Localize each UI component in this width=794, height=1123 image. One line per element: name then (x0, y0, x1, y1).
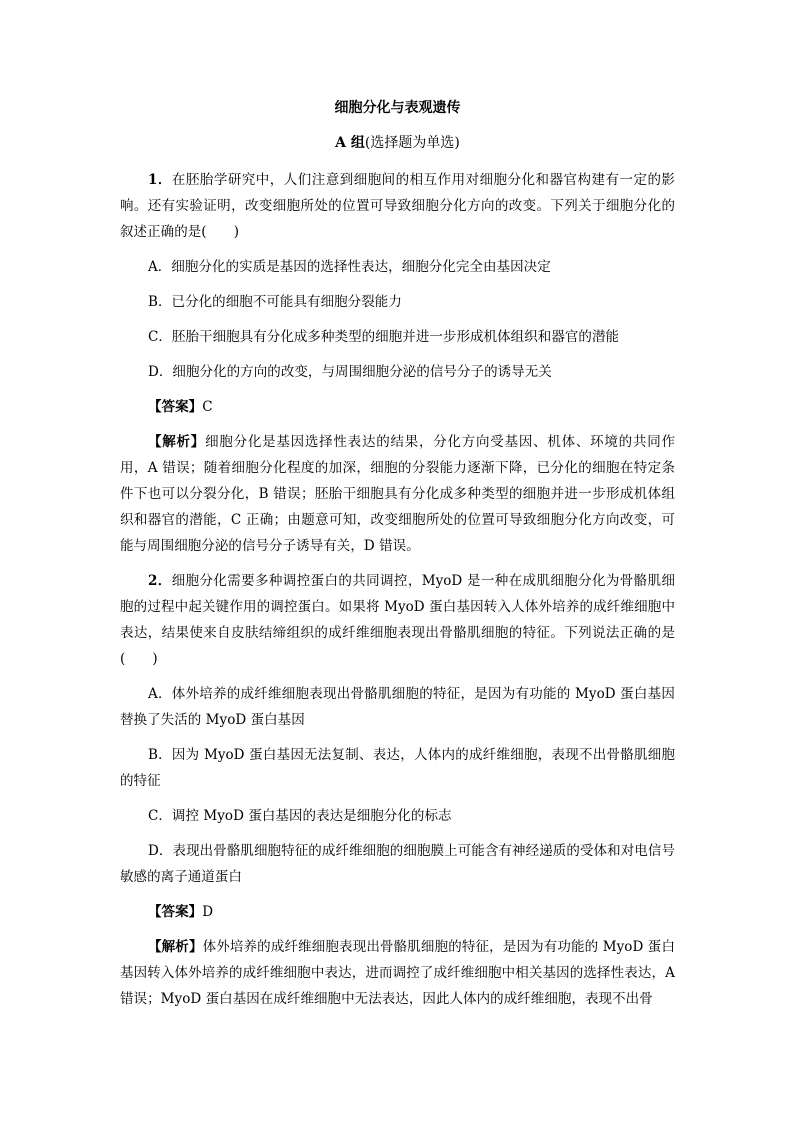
answer-value: D (202, 904, 214, 920)
question-2-option-b: B．因为 MyoD 蛋白基因无法复制、表达，人体内的成纤维细胞，表现不出骨骼肌细胞的特征 (120, 747, 675, 789)
question-1-option-a: A．细胞分化的实质是基因的选择性表达，细胞分化完全由基因决定 (148, 259, 551, 275)
answer-label: 【答案】 (148, 904, 203, 920)
question-1-stem (120, 167, 675, 245)
question-1-text: 在胚胎学研究中，人们注意到细胞间的相互作用对细胞分化和器官构建有一定的影响。还有实验证明，改变细胞所处的位置可导致细胞分化方向的改变。下列关于细胞分化的叙述正确的是( ) (120, 172, 675, 240)
group-heading (120, 132, 675, 154)
answer-value: C (202, 399, 213, 415)
question-1-option-c: C．胚胎干细胞具有分化成多种类型的细胞并进一步形成机体组织和器官的潜能 (148, 329, 620, 345)
question-1-answer (120, 394, 675, 420)
group-name: A 组 (335, 135, 365, 151)
analysis-text: 体外培养的成纤维细胞表现出骨骼肌细胞的特征，是因为有功能的 MyoD 蛋白基因转入体外培养的成纤维细胞中表达，进而调控了成纤维细胞中相关基因的选择性表达，A 错误；MyoD 蛋白基因在成纤维细胞中无法表达，因此人体内的成纤维细胞，表现不出骨 (120, 939, 675, 1007)
question-2-text: 细胞分化需要多种调控蛋白的共同调控，MyoD 是一种在成肌细胞分化为骨骼肌细胞的过程中起关键作用的调控蛋白。如果将 MyoD 蛋白基因转入人体外培养的成纤维细胞中表达，结果使来自皮肤结缔组织的成纤维细胞表现出骨骼肌细胞的特征。下列说法正确的是( ) (120, 573, 676, 667)
question-1-option-b: B．已分化的细胞不可能具有细胞分裂能力 (148, 294, 402, 310)
document-content (120, 97, 675, 1021)
question-2-answer (120, 899, 675, 925)
question-1-analysis (120, 429, 675, 559)
question-2-stem (120, 568, 675, 672)
question-2-option-a: A．体外培养的成纤维细胞表现出骨骼肌细胞的特征，是因为有功能的 MyoD 蛋白基因替换了失活的 MyoD 蛋白基因 (120, 686, 675, 728)
answer-label: 【答案】 (148, 399, 203, 415)
analysis-label: 【解析】 (148, 939, 203, 955)
analysis-label: 【解析】 (148, 434, 206, 450)
question-2-option-d: D．表现出骨骼肌细胞特征的成纤维细胞的细胞膜上可能含有神经递质的受体和对电信号敏感的离子通道蛋白 (120, 843, 675, 885)
analysis-text: 细胞分化是基因选择性表达的结果，分化方向受基因、机体、环境的共同作用，A 错误；随着细胞分化程度的加深，细胞的分裂能力逐渐下降，已分化的细胞在特定条件下也可以分裂分化，B 错误；胚胎干细胞具有分化成多种类型的细胞并进一步形成机体组织和器官的潜能，C 正确；由题意可知，改变细胞所处的位置可导致细胞分化方向改变，可能与周围细胞分泌的信号分子诱导有关，D 错误。 (120, 434, 676, 554)
group-note: (选择题为单选) (364, 135, 460, 151)
document-title: 细胞分化与表观遗传 (334, 100, 461, 116)
question-2-option-c: C．调控 MyoD 蛋白基因的表达是细胞分化的标志 (148, 808, 452, 824)
question-2-number: 2． (148, 573, 172, 589)
question-1-number: 1． (148, 172, 172, 188)
question-1-option-d: D．细胞分化的方向的改变，与周围细胞分泌的信号分子的诱导无关 (148, 364, 552, 380)
question-2-analysis (120, 934, 675, 1012)
